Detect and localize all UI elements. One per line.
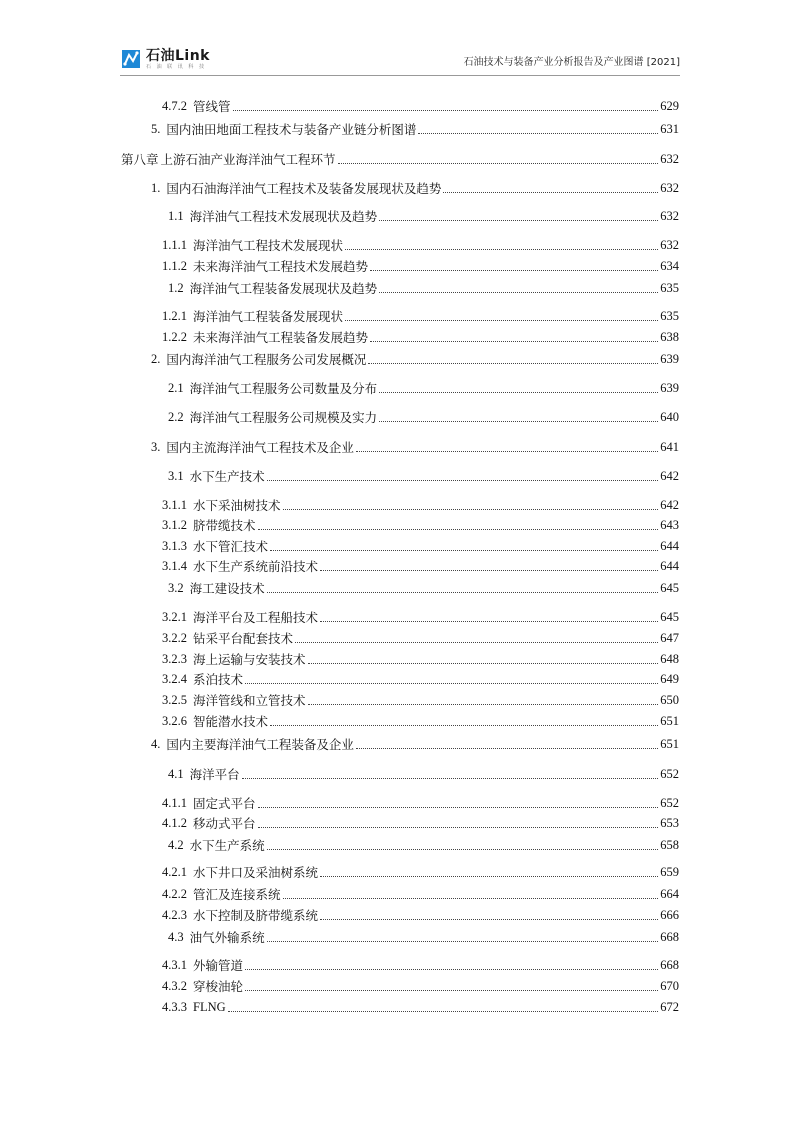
toc-entry[interactable] — [162, 815, 679, 831]
toc-entry[interactable] — [162, 497, 679, 513]
dot-leader — [270, 725, 658, 726]
toc-entry-number: 4.3.2 — [162, 979, 187, 993]
toc-entry-title: 外输管道 — [193, 958, 244, 973]
toc-entry-number: 4.1.1 — [162, 796, 187, 810]
toc-entry-page-number: 650 — [660, 693, 679, 707]
toc-entry[interactable] — [168, 580, 679, 596]
toc-entry[interactable] — [168, 929, 679, 945]
toc-entry-number: 第八章 — [121, 152, 159, 167]
toc-entry-page-number: 653 — [660, 816, 679, 830]
toc-entry-title: 水下生产技术 — [189, 469, 265, 484]
toc-entry[interactable] — [162, 886, 679, 902]
dot-leader — [283, 509, 659, 510]
toc-entry[interactable] — [151, 351, 679, 367]
toc-entry-page-number: 645 — [660, 581, 679, 595]
toc-entry-title: 管汇及连接系统 — [193, 887, 281, 902]
toc-entry[interactable] — [162, 651, 679, 667]
toc-entry[interactable] — [162, 957, 679, 973]
toc-entry-number: 4.7.2 — [162, 99, 187, 113]
toc-entry-number: 5. — [151, 122, 161, 136]
toc-entry[interactable] — [162, 795, 679, 811]
toc-entry[interactable] — [168, 409, 679, 425]
toc-entry-number: 3.2.6 — [162, 714, 187, 728]
toc-entry-page-number: 668 — [660, 930, 679, 944]
toc-entry-number: 3.2.3 — [162, 652, 187, 666]
toc-entry-page-number: 632 — [660, 209, 679, 223]
dot-leader — [338, 163, 659, 164]
toc-entry-title: 海洋油气工程服务公司规模及实力 — [189, 410, 378, 425]
toc-entry-number: 4.2.2 — [162, 887, 187, 901]
toc-entry-number: 4. — [151, 737, 161, 751]
toc-entry-title: 固定式平台 — [193, 796, 256, 811]
toc-entry-page-number: 647 — [660, 631, 679, 645]
dot-leader — [283, 898, 659, 899]
toc-entry-number: 1.2.1 — [162, 309, 187, 323]
toc-entry-title: 系泊技术 — [193, 672, 244, 687]
toc-entry-title: 水下控制及脐带缆系统 — [193, 908, 319, 923]
dot-leader — [242, 778, 659, 779]
dot-leader — [320, 621, 658, 622]
dot-leader — [379, 421, 658, 422]
toc-entry-page-number: 670 — [660, 979, 679, 993]
toc-entry-number: 2.1 — [168, 381, 184, 395]
toc-entry-number: 4.2.3 — [162, 908, 187, 922]
dot-leader — [345, 249, 658, 250]
toc-entry-page-number: 642 — [660, 498, 679, 512]
toc-entry[interactable] — [162, 329, 679, 345]
dot-leader — [308, 663, 659, 664]
dot-leader — [267, 592, 659, 593]
toc-entry-title: 水下生产系统前沿技术 — [193, 559, 319, 574]
toc-entry-number: 3.1.3 — [162, 539, 187, 553]
toc-entry-page-number: 651 — [660, 714, 679, 728]
toc-entry-title: 穿梭油轮 — [193, 979, 244, 994]
toc-entry-page-number: 632 — [660, 238, 679, 252]
toc-entry-number: 1.1.2 — [162, 259, 187, 273]
toc-entry-number: 3.2.4 — [162, 672, 187, 686]
dot-leader — [258, 529, 659, 530]
toc-entry[interactable] — [162, 237, 679, 253]
toc-entry-number: 4.3.3 — [162, 1000, 187, 1014]
dot-leader — [320, 919, 658, 920]
toc-entry-title: 移动式平台 — [193, 816, 256, 831]
toc-entry[interactable] — [162, 907, 679, 923]
toc-entry-title: 海洋油气工程装备发展现状及趋势 — [189, 281, 378, 296]
toc-entry-number: 3.2.5 — [162, 693, 187, 707]
toc-entry-number: 3.1.2 — [162, 518, 187, 532]
toc-entry-title: 海洋管线和立管技术 — [193, 693, 306, 708]
toc-entry[interactable] — [162, 999, 679, 1015]
toc-entry[interactable] — [151, 439, 679, 455]
dot-leader — [379, 220, 658, 221]
toc-entry-number: 4.1 — [168, 767, 184, 781]
toc-entry[interactable] — [151, 180, 679, 196]
toc-entry-page-number: 666 — [660, 908, 679, 922]
dot-leader — [295, 642, 658, 643]
toc-entry-number: 4.3.1 — [162, 958, 187, 972]
toc-entry[interactable] — [168, 468, 679, 484]
dot-leader — [443, 192, 658, 193]
toc-entry[interactable] — [162, 98, 679, 114]
dot-leader — [267, 849, 659, 850]
toc-entry-page-number: 659 — [660, 865, 679, 879]
toc-entry-title: 海洋油气工程技术发展现状及趋势 — [189, 209, 378, 224]
toc-entry-page-number: 641 — [660, 440, 679, 454]
toc-entry-number: 3.1 — [168, 469, 184, 483]
toc-entry-number: 1.2 — [168, 281, 184, 295]
toc-entry[interactable] — [168, 280, 679, 296]
toc-entry-title: 海洋油气工程装备发展现状 — [193, 309, 344, 324]
dot-leader — [368, 363, 658, 364]
toc-entry-number: 4.2.1 — [162, 865, 187, 879]
toc-entry-page-number: 634 — [660, 259, 679, 273]
toc-entry-page-number: 640 — [660, 410, 679, 424]
toc-entry-page-number: 664 — [660, 887, 679, 901]
toc-entry-number: 4.1.2 — [162, 816, 187, 830]
toc-entry-title: 上游石油产业海洋油气工程环节 — [160, 152, 336, 167]
toc-entry-title: 国内主要海洋油气工程装备及企业 — [166, 737, 354, 752]
toc-entry[interactable] — [162, 713, 679, 729]
dot-leader — [308, 704, 659, 705]
toc-entry-page-number: 652 — [660, 796, 679, 810]
toc-entry[interactable] — [151, 736, 679, 752]
dot-leader — [233, 110, 659, 111]
dot-leader — [418, 133, 658, 134]
toc-entry[interactable] — [162, 630, 679, 646]
toc-entry-title: 管线管 — [193, 99, 231, 114]
toc-entry-title: 智能潜水技术 — [193, 714, 269, 729]
toc-entry-title: FLNG — [193, 1000, 226, 1014]
toc-entry-number: 3.2.1 — [162, 610, 187, 624]
toc-entry-page-number: 638 — [660, 330, 679, 344]
toc-entry[interactable] — [121, 151, 679, 167]
dot-leader — [228, 1011, 659, 1012]
toc-entry-number: 1.1.1 — [162, 238, 187, 252]
toc-entry[interactable] — [162, 558, 679, 574]
toc-entry-title: 水下管汇技术 — [193, 539, 269, 554]
toc-entry-page-number: 632 — [660, 152, 679, 166]
toc-entry-page-number: 672 — [660, 1000, 679, 1014]
toc-entry-title: 国内主流海洋油气工程技术及企业 — [166, 440, 354, 455]
toc-entry-page-number: 644 — [660, 559, 679, 573]
logo-title: 石油Link — [146, 47, 210, 64]
dot-leader — [267, 941, 659, 942]
toc-entry-page-number: 645 — [660, 610, 679, 624]
toc-entry-title: 国内石油海洋油气工程技术及装备发展现状及趋势 — [166, 181, 442, 196]
toc-entry-number: 1. — [151, 181, 161, 195]
toc-entry[interactable] — [162, 258, 679, 274]
toc-entry[interactable] — [168, 208, 679, 224]
dot-leader — [356, 748, 658, 749]
toc-entry[interactable] — [162, 671, 679, 687]
toc-entry-title: 油气外输系统 — [189, 930, 265, 945]
toc-entry-page-number: 631 — [660, 122, 679, 136]
toc-entry-title: 脐带缆技术 — [193, 518, 256, 533]
toc-entry[interactable] — [162, 692, 679, 708]
toc-entry-number: 3.1.4 — [162, 559, 187, 573]
dot-leader — [258, 807, 659, 808]
toc-entry-title: 水下井口及采油树系统 — [193, 865, 319, 880]
toc-entry-page-number: 652 — [660, 767, 679, 781]
toc-entry[interactable] — [162, 308, 679, 324]
toc-entry-page-number: 644 — [660, 539, 679, 553]
toc-entry-title: 海洋平台及工程船技术 — [193, 610, 319, 625]
dot-leader — [370, 341, 658, 342]
toc-entry-title: 海洋平台 — [189, 767, 240, 782]
toc-entry-page-number: 649 — [660, 672, 679, 686]
toc-entry-number: 3.1.1 — [162, 498, 187, 512]
toc-entry-number: 3.2 — [168, 581, 184, 595]
logo-subtitle: 石 油 联 讯 科 技 — [146, 63, 206, 70]
dot-leader — [245, 990, 658, 991]
dot-leader — [320, 876, 658, 877]
toc-entry-number: 4.3 — [168, 930, 184, 944]
toc-entry-title: 国内油田地面工程技术与装备产业链分析图谱 — [166, 122, 417, 137]
dot-leader — [356, 451, 658, 452]
toc-entry-title: 未来海洋油气工程装备发展趋势 — [193, 330, 369, 345]
toc-entry[interactable] — [162, 609, 679, 625]
toc-entry[interactable] — [151, 121, 679, 137]
toc-entry-title: 海上运输与安装技术 — [193, 652, 306, 667]
toc-entry-number: 2.2 — [168, 410, 184, 424]
toc-entry[interactable] — [168, 380, 679, 396]
dot-leader — [258, 827, 659, 828]
toc-entry-title: 海工建设技术 — [189, 581, 265, 596]
toc-entry-title: 未来海洋油气工程技术发展趋势 — [193, 259, 369, 274]
document-title: 石油技术与装备产业分析报告及产业图谱 [2021] — [463, 57, 680, 68]
dot-leader — [320, 570, 658, 571]
toc-entry-title: 水下生产系统 — [189, 838, 265, 853]
toc-entry-page-number: 639 — [660, 352, 679, 366]
toc-entry[interactable] — [168, 837, 679, 853]
toc-entry[interactable] — [168, 766, 679, 782]
toc-entry-page-number: 642 — [660, 469, 679, 483]
dot-leader — [370, 270, 658, 271]
toc-entry[interactable] — [162, 517, 679, 533]
dot-leader — [267, 480, 659, 481]
toc-entry[interactable] — [162, 538, 679, 554]
toc-entry-page-number: 643 — [660, 518, 679, 532]
toc-entry-page-number: 629 — [660, 99, 679, 113]
dot-leader — [379, 392, 658, 393]
toc-entry-title: 海洋油气工程服务公司数量及分布 — [189, 381, 378, 396]
toc-entry-number: 2. — [151, 352, 161, 366]
toc-entry-page-number: 651 — [660, 737, 679, 751]
toc-entry-number: 3.2.2 — [162, 631, 187, 645]
toc-entry-page-number: 648 — [660, 652, 679, 666]
toc-entry-page-number: 635 — [660, 281, 679, 295]
dot-leader — [245, 969, 658, 970]
toc-entry-number: 4.2 — [168, 838, 184, 852]
toc-entry-page-number: 639 — [660, 381, 679, 395]
dot-leader — [345, 320, 658, 321]
toc-entry[interactable] — [162, 978, 679, 994]
toc-entry-page-number: 668 — [660, 958, 679, 972]
toc-entry-title: 国内海洋油气工程服务公司发展概况 — [166, 352, 367, 367]
toc-entry-page-number: 658 — [660, 838, 679, 852]
toc-entry-title: 钻采平台配套技术 — [193, 631, 294, 646]
dot-leader — [379, 292, 658, 293]
toc-entry-title: 海洋油气工程技术发展现状 — [193, 238, 344, 253]
toc-entry-number: 1.1 — [168, 209, 184, 223]
dot-leader — [245, 683, 658, 684]
toc-entry-page-number: 635 — [660, 309, 679, 323]
toc-entry-title: 水下采油树技术 — [193, 498, 281, 513]
toc-entry-number: 3. — [151, 440, 161, 454]
toc-entry-page-number: 632 — [660, 181, 679, 195]
toc-entry[interactable] — [162, 864, 679, 880]
dot-leader — [270, 550, 658, 551]
toc-entry-number: 1.2.2 — [162, 330, 187, 344]
